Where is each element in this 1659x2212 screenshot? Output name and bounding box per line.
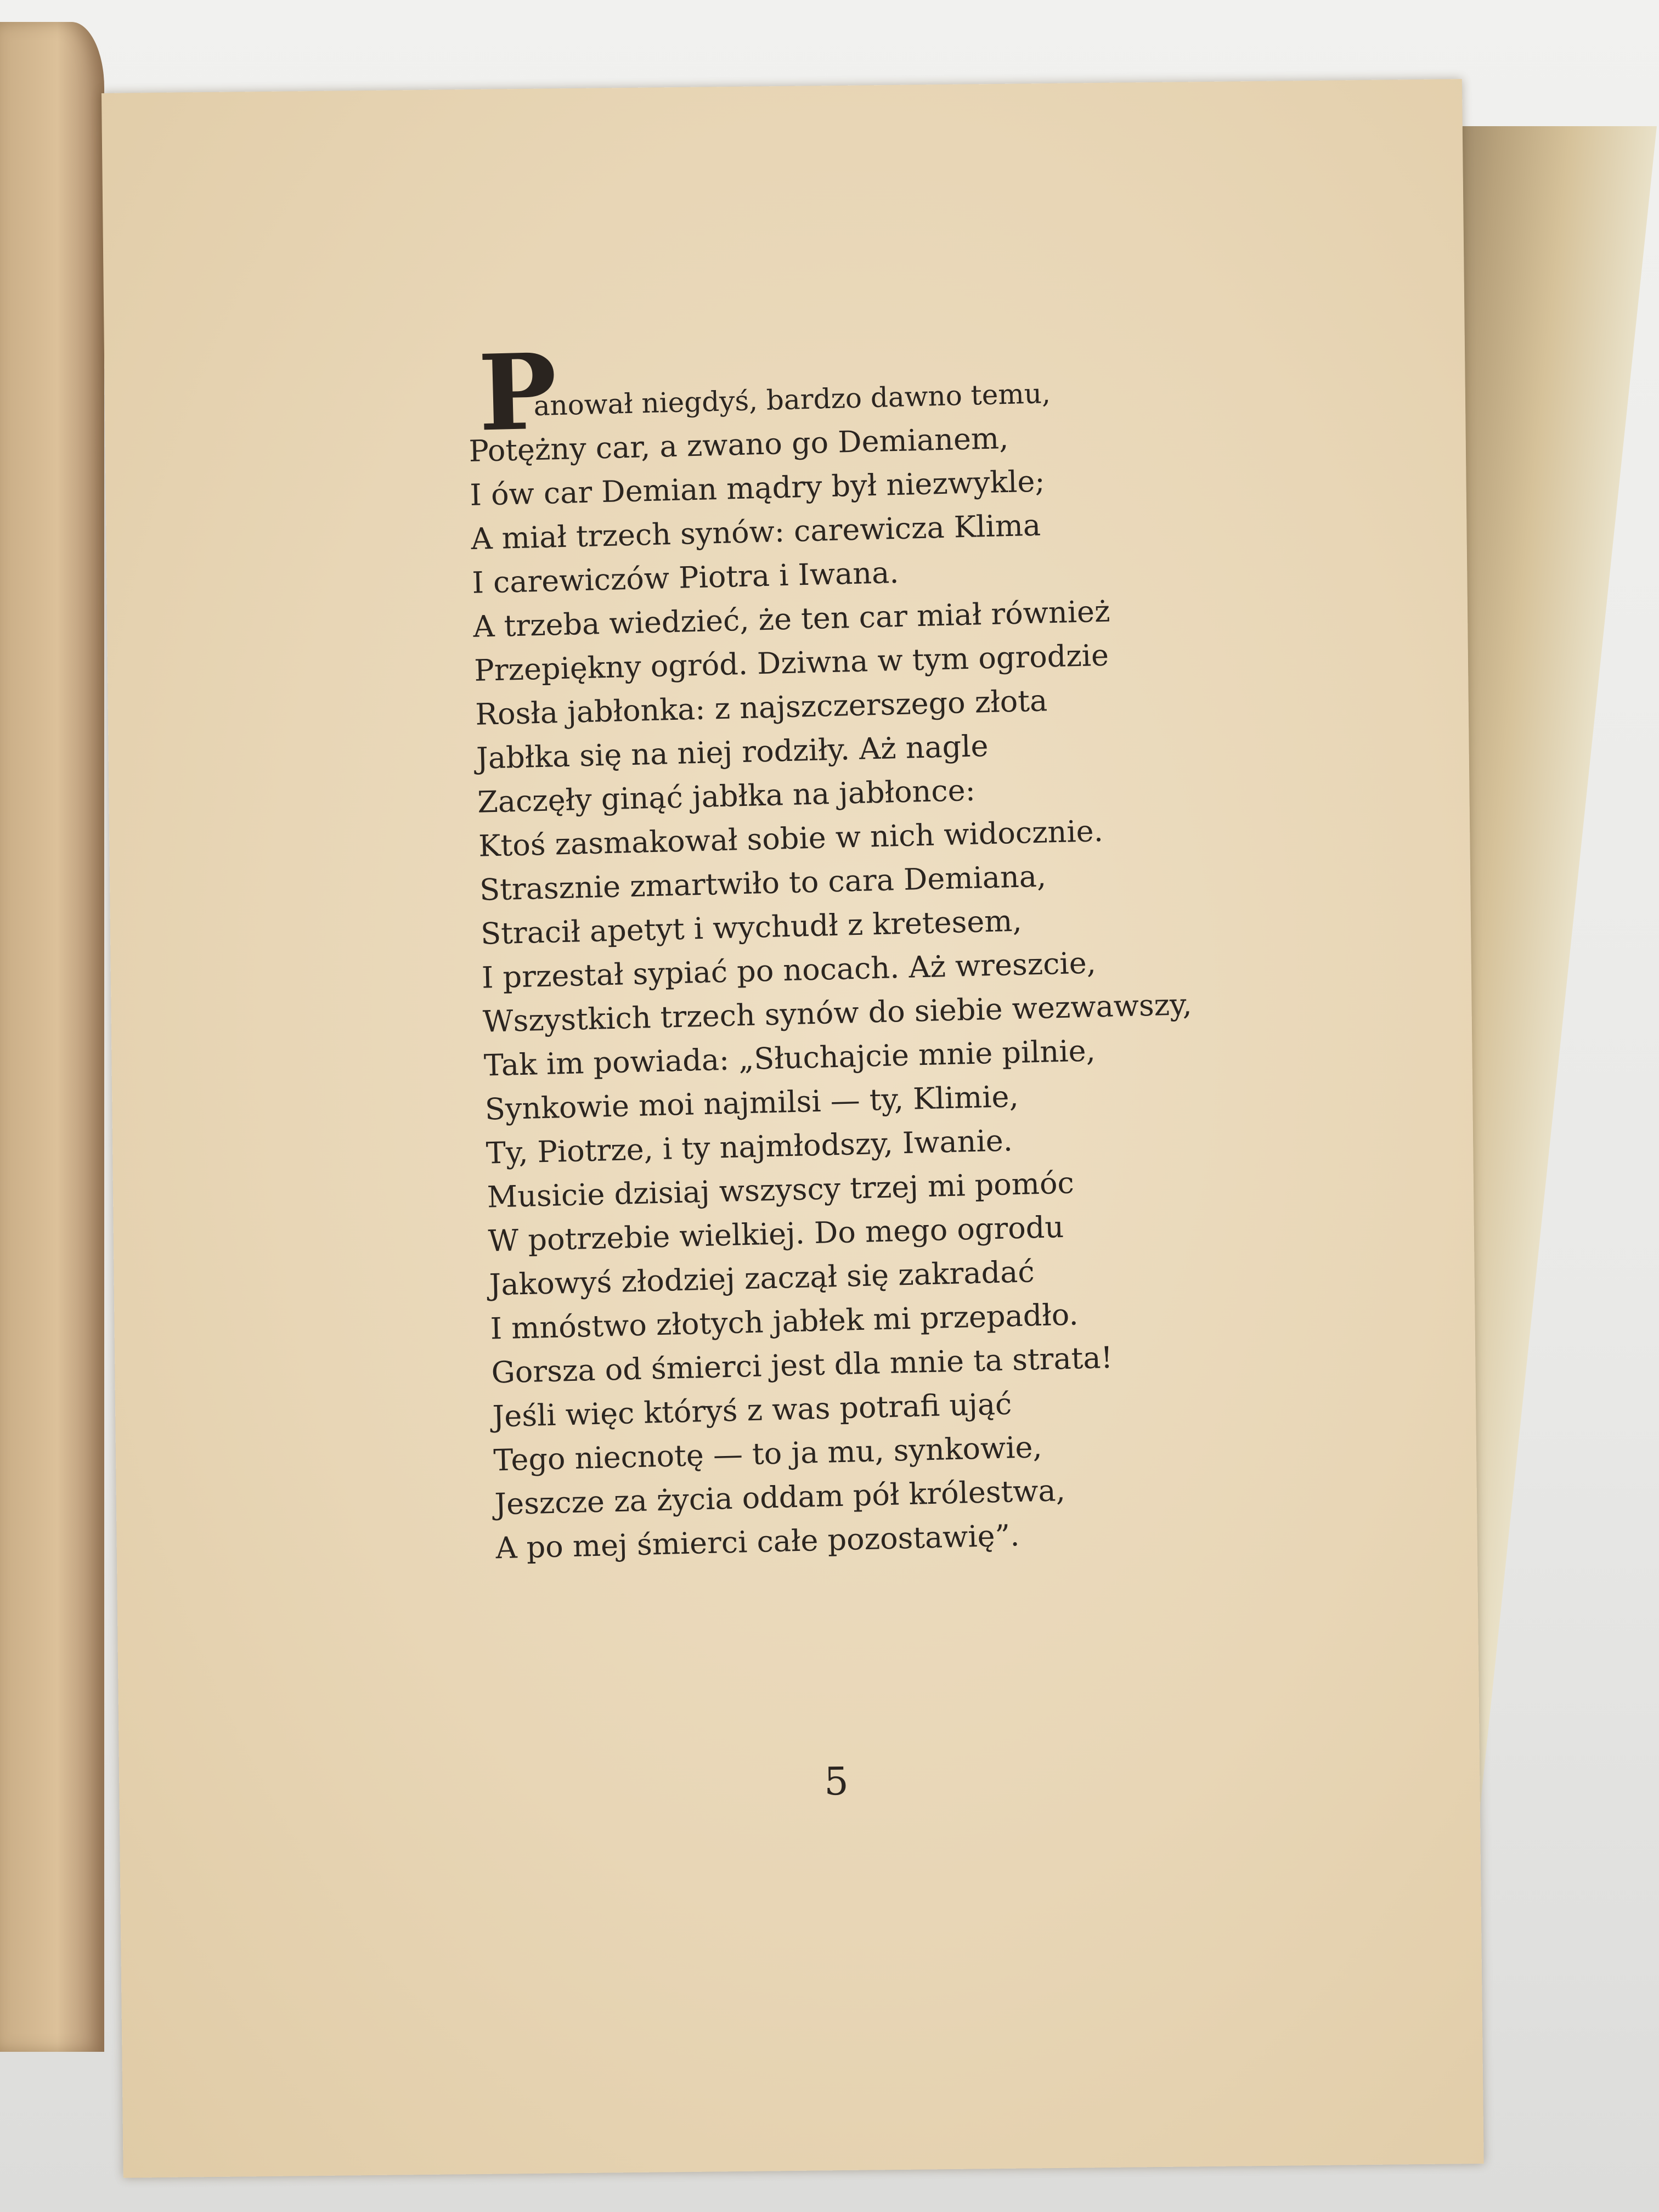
left-page-edge bbox=[0, 22, 104, 2052]
poem-line: Przepiękny ogród. Dziwna w tym ogrodzie bbox=[473, 637, 1109, 688]
poem-line: anował niegdyś, bardzo dawno temu, bbox=[533, 377, 1051, 422]
poem-line: Ktoś zasmakował sobie w nich widocznie. bbox=[478, 813, 1104, 864]
poem-line: A trzeba wiedzieć, że ten car miał również bbox=[472, 594, 1111, 644]
poem-line: Zaczęły ginąć jabłka na jabłonce: bbox=[477, 772, 976, 820]
poem-line: Synkowie moi najmilsi — ty, Klimie, bbox=[484, 1079, 1019, 1127]
page-number: 5 bbox=[823, 1758, 849, 1804]
book-page bbox=[101, 79, 1484, 2178]
poem-line: Rosła jabłonka: z najszczerszego złota bbox=[475, 683, 1048, 732]
poem-line: Potężny car, a zwano go Demianem, bbox=[468, 420, 1009, 469]
poem-line: Tego niecnotę — to ja mu, synkowie, bbox=[493, 1430, 1043, 1478]
poem-line: Jakowyś złodziej zaczął się zakradać bbox=[489, 1254, 1035, 1302]
poem-line: A miał trzech synów: carewicza Klima bbox=[470, 507, 1041, 556]
poem-line: Stracił apetyt i wychudł z kretesem, bbox=[480, 903, 1023, 951]
poem-lines bbox=[466, 319, 1429, 1571]
poem-line: W potrzebie wielkiej. Do mego ogrodu bbox=[488, 1209, 1064, 1259]
poem-line: Jabłka się na niej rodziły. Aż nagle bbox=[476, 729, 989, 776]
drop-cap: P bbox=[477, 330, 558, 455]
poem-line: I carewiczów Piotra i Iwana. bbox=[471, 555, 900, 600]
poem-line: Strasznie zmartwiło to cara Demiana, bbox=[479, 859, 1047, 907]
poem-line: Wszystkich trzech synów do siebie wezwawszy, bbox=[482, 987, 1193, 1039]
poem-line: Jeszcze za życia oddam pół królestwa, bbox=[494, 1473, 1066, 1522]
poem-line: I mnóstwo złotych jabłek mi przepadło. bbox=[489, 1297, 1079, 1346]
poem-line: I przestał sypiać po nocach. Aż wreszcie, bbox=[481, 945, 1097, 995]
poem-line: Ty, Piotrze, i ty najmłodszy, Iwanie. bbox=[486, 1123, 1013, 1171]
poem-line: Tak im powiada: „Słuchajcie mnie pilnie, bbox=[483, 1033, 1096, 1083]
poem-line: A po mej śmierci całe pozostawię”. bbox=[495, 1518, 1020, 1566]
poem-line: Jeśli więc któryś z was potrafi ująć bbox=[492, 1386, 1013, 1434]
poem-text bbox=[466, 319, 1429, 1571]
poem-line: I ów car Demian mądry był niezwykle; bbox=[469, 464, 1046, 512]
poem-line: Gorsza od śmierci jest dla mnie ta strata! bbox=[490, 1340, 1113, 1390]
poem-line: Musicie dzisiaj wszyscy trzej mi pomóc bbox=[487, 1165, 1075, 1215]
